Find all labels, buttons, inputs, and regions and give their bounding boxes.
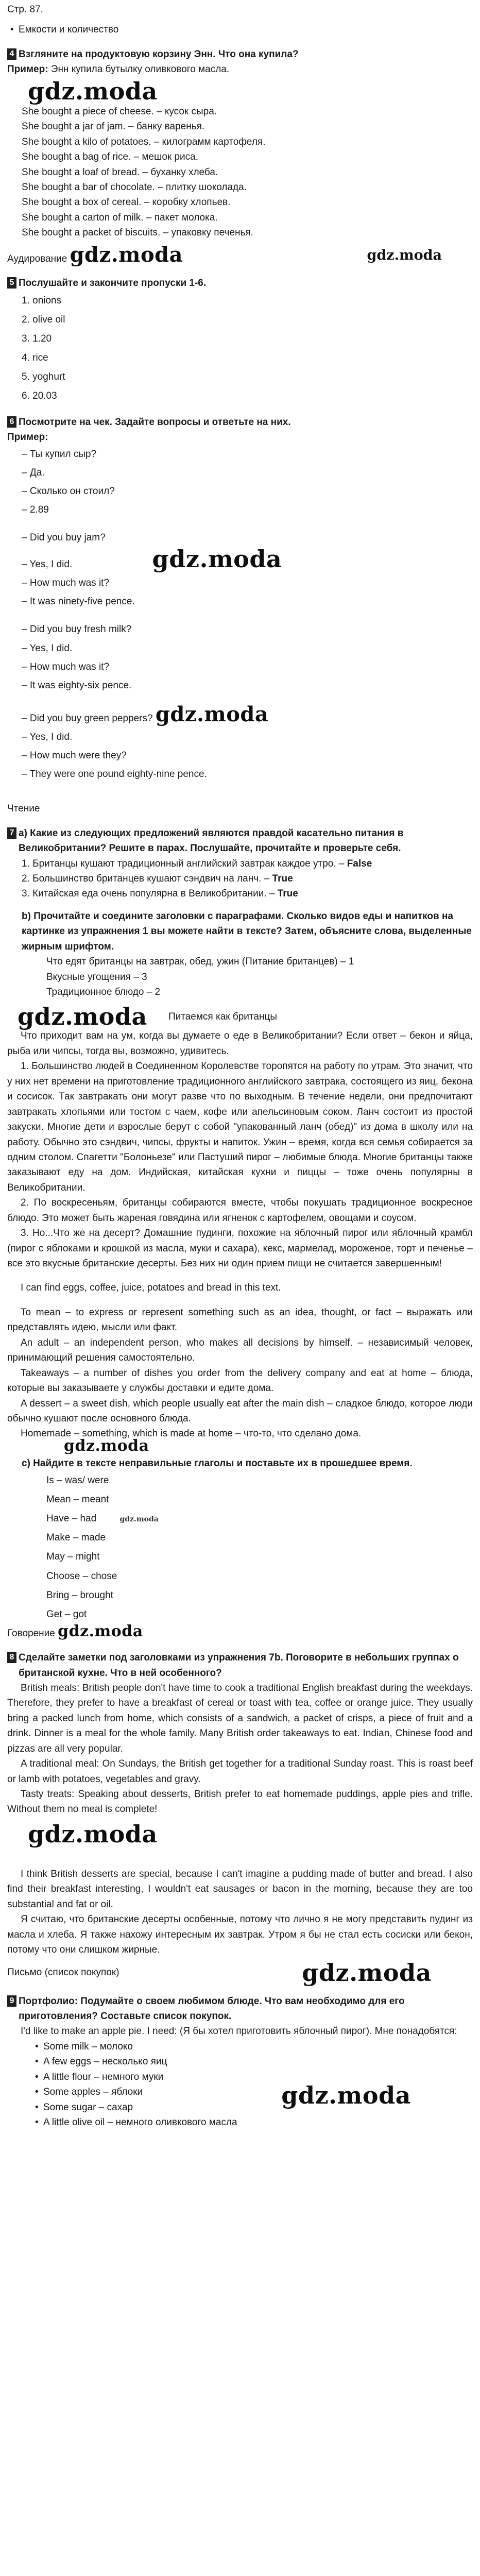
- list-item: • Some sugar – сахар: [32, 2100, 473, 2115]
- example-label: Пример:: [7, 64, 48, 75]
- watermark: gdz.moda: [58, 1622, 143, 1640]
- dialog-line: – Ты купил сыр?: [22, 448, 97, 460]
- verb-line: May – might: [46, 1551, 100, 1563]
- answer-line: Вкусные угощения – 3: [46, 971, 147, 982]
- exercise-title: Послушайте и закончите пропуски 1-6.: [19, 278, 207, 289]
- subhead-reading: Чтение: [7, 803, 40, 815]
- paragraph: British meals: British people don't have time to cook a traditional English breakfast during the weekdays. Therefore, they prefer to have a breakfast of cereal or toast with tea, coffee or orange juice. They usually bring a packed lunch from home, which consists of a sandwich, a packet of crisps, a piece of fruit and a drink. Dinner is a meal for the whole family. Many British order takeaways to eat. Indian, Chinese food and pizzas are all very popular.: [7, 1682, 473, 1754]
- list-item: • Some apples – яблоки: [32, 2084, 473, 2099]
- paragraph: 1. Большинство людей в Соединенном Королевстве торопятся на работу по утрам. Это значит, что у них нет времени на приготовление традиционного английского завтрака, состоящего из яиц, бекона и сосисок. Так завтракать они могут разве что по выходным. В течение недели, они предпочитают завтракать хлопьями или тостом с чаем, кофе или апельсиновым соком. Ланч состоит из простой закуски. Многие дети и взрослые берут с собой "упакованный ланч (обед)" из дома в школу или на работу. Обычно это сэндвич, чипсы, фрукты и напиток. Ужин – время, когда вся семья собирается за одним столом. Спагетти "Болоньезе" или Пастуший пирог – любимые блюда. Многие британцы также заказывают еду на дом. Индийская, китайская кухни и пиццы – тоже очень популярны в Великобритании.: [7, 1061, 473, 1193]
- page: [0, 2, 480, 2576]
- text-title: Питаемся как британцы: [168, 1011, 277, 1022]
- reading-text: [7, 1028, 473, 1271]
- answer-line: She bought a packet of biscuits. – упаковку печенья.: [22, 227, 253, 239]
- watermark: gdz.moda: [155, 702, 269, 726]
- example-label: Пример:: [7, 432, 48, 443]
- watermark: gdz.moda: [70, 242, 183, 267]
- exercise-7: [7, 826, 473, 856]
- exercise-number: 5: [7, 277, 16, 289]
- answer-line: She bought a jar of jam. – банку варенья.: [22, 121, 205, 132]
- answer-line: 6. 20.03: [22, 390, 57, 401]
- answer-line: Что едят британцы на завтрак, обед, ужин (Питание британцев) – 1: [46, 956, 354, 968]
- paragraph: 3. Но...Что же на десерт? Домашние пудинги, похожие на яблочный пирог или яблочный крамбл (пирог с яблоками и крошкой из масла, муки и сахара), кекс, мармелад, мороженое, торт и печенье – все это вкусные британские десерты. Без них ни один прием пищи не считается завершенным!: [7, 1228, 473, 1269]
- answer-line: 5. yoghurt: [22, 371, 65, 382]
- exercise-title: Сделайте заметки под заголовками из упражнения 7b. Поговорите в небольших группах о британской кухне. Что в ней особенного?: [19, 1652, 459, 1679]
- answer-line: 2. olive oil: [22, 314, 65, 325]
- subhead-speaking: Говорение gdz.moda: [7, 1622, 143, 1640]
- dialog-line: – Did you buy green peppers? gdz.moda: [22, 702, 269, 726]
- part-c-title: с) Найдите в тексте неправильные глаголы и поставьте их в прошедшее время.: [22, 1458, 413, 1469]
- exercise-number: 4: [7, 48, 16, 60]
- verb-line: Mean – meant: [46, 1494, 109, 1505]
- paragraph: I think British desserts are special, because I can't imagine a pudding made of butter and bread. I also find their breakfast interesting, I wouldn't eat sausages or bacon in the morning, because they are too substantial and fat or oil.: [7, 1868, 473, 1910]
- answer-line: 3. 1.20: [22, 333, 52, 344]
- watermark: gdz.moda: [18, 1003, 147, 1031]
- text-title-row: [7, 1003, 473, 1031]
- answer-line: She bought a kilo of potatoes. – килограмм картофеля.: [22, 136, 266, 147]
- example-line: [7, 62, 473, 77]
- watermark: gdz.moda: [281, 2081, 411, 2110]
- paragraph: Tasty treats: Speaking about desserts, British prefer to eat homemade puddings, apple pies and trifle. Without them no meal is complete!: [7, 1789, 473, 1815]
- paragraph: Я считаю, что британские десерты особенные, потому что лично я не могу представить пудинг из масла и хлеба. Я также нахожу интересным их завтрак. Утром я бы не стал есть сосиски или бекон, потому что они слишком жирные.: [7, 1914, 473, 1956]
- exercise-9: [7, 1994, 473, 2024]
- spacer: [7, 1271, 473, 1280]
- spacer: [7, 784, 473, 801]
- dialog-line: – Сколько он стоил?: [22, 485, 115, 497]
- spacer: [7, 519, 473, 529]
- exercise-4: [7, 47, 473, 62]
- watermark: gdz.moda: [64, 1436, 149, 1455]
- vocab-item: To mean – to express or represent something such as an idea, thought, or fact – выражать или представлять идею, мысли или факт.: [7, 1307, 473, 1333]
- watermark: gdz.moda: [119, 1515, 159, 1524]
- watermark: gdz.moda: [28, 1820, 158, 1848]
- vocab-item: Homemade – something, which is made at home – что-то, что сделано дома.: [21, 1428, 362, 1439]
- subhead-writing: Письмо (список покупок): [7, 1967, 119, 1978]
- answer-list: [7, 291, 473, 405]
- true-false-list: [7, 856, 473, 902]
- paragraph: 2. По воскресеньям, британцы собираются вместе, чтобы покушать традиционное воскресное блюдо. Это может быть жареная говядина или ягненок с картофелем, овощами и соусом.: [7, 1197, 473, 1224]
- answer-line: She bought a bag of rice. – мешок риса.: [22, 151, 199, 163]
- paragraph: I'd like to make an apple pie. I need: (Я бы хотел приготовить яблочный пирог). Мне понадобятся:: [21, 2026, 457, 2037]
- exercise-title: Портфолио: Подумайте о своем любимом блюде. Что вам необходимо для его приготовления? Составьте список покупок.: [19, 1995, 405, 2022]
- exercise-number: 9: [7, 1995, 16, 2007]
- dialog-group: [7, 445, 473, 519]
- dialog-group: [7, 620, 473, 694]
- list-item: • A little flour – немного муки: [32, 2070, 473, 2084]
- dialog-line: – How much were they?: [22, 750, 127, 761]
- dialog-line: – Yes, I did. gdz.moda: [22, 545, 282, 573]
- part-b-title: b) Прочитайте и соедините заголовки с параграфами. Сколько видов еды и напитков на картинке из упражнения 1 вы можете найти в тексте? Затем, объясните слова, выделенные жирным шрифтом.: [22, 910, 472, 952]
- subhead-audio: Аудирование gdz.moda: [7, 242, 183, 267]
- part-c: [7, 1456, 473, 1624]
- exercise-8: [7, 1650, 473, 1681]
- dialog-line: – Yes, I did.: [22, 731, 73, 742]
- verb-line: Make – made: [46, 1532, 106, 1544]
- verb-line: Choose – chose: [46, 1570, 117, 1582]
- verb-list: [22, 1471, 473, 1623]
- dialog-group: [7, 529, 473, 611]
- dialog-line: – Да.: [22, 467, 45, 478]
- list-item: • Some milk – молоко: [32, 2039, 473, 2054]
- answer-line: I can find eggs, coffee, juice, potatoes and bread in this text.: [21, 1282, 281, 1294]
- answer-line: 1. onions: [22, 295, 62, 306]
- dialog-line: – Yes, I did.: [22, 642, 73, 654]
- dialog-line: – 2.89: [22, 504, 49, 515]
- verb-line: Get – got: [46, 1608, 87, 1620]
- dialog-line: – It was eighty-six pence.: [22, 680, 132, 691]
- vocab-item: Takeaways – a number of dishes you order from the delivery company and eat at home – блюда, которые вы заказываете у службы доставки и едите дома.: [7, 1367, 473, 1394]
- exercise-number: 6: [7, 416, 16, 428]
- watermark: gdz.moda: [152, 545, 282, 573]
- dialog-line: – They were one pound eighty-nine pence.: [22, 769, 207, 780]
- shopping-list: [7, 2039, 473, 2130]
- example-text: Энн купила бутылку оливкового масла.: [50, 64, 230, 75]
- watermark: gdz.moda: [302, 1958, 432, 1987]
- watermark: gdz.moda: [367, 247, 442, 263]
- exercise-title: Посмотрите на чек. Задайте вопросы и ответьте на них.: [19, 416, 291, 428]
- dialog-line: – It was ninety-five pence.: [22, 596, 135, 607]
- exercise-title: а) Какие из следующих предложений являются правдой касательно питания в Великобритании? Решите в парах. Послушайте, прочитайте и проверьте себя.: [19, 827, 404, 854]
- part-b: [7, 909, 473, 1000]
- paragraph: A traditional meal: On Sundays, the British get together for a traditional Sunday roast. This is roast beef or lamb with potatoes, vegetables and gravy.: [7, 1758, 473, 1785]
- subhead-row: [7, 242, 473, 267]
- answer-line: She bought a carton of milk. – пакет молока.: [22, 212, 218, 223]
- verb-line: Is – was/ were: [46, 1475, 109, 1486]
- dialog-line: – Did you buy jam?: [22, 532, 106, 544]
- watermark: gdz.moda: [28, 77, 158, 105]
- list-item: • A few eggs – несколько яиц: [32, 2054, 473, 2069]
- exercise-5: [7, 276, 473, 291]
- exercise-6: [7, 415, 473, 430]
- topic-heading: • Емкости и количество: [7, 22, 473, 37]
- spacer: [7, 611, 473, 620]
- notes-text: [7, 1681, 473, 1817]
- subhead-row: [7, 1958, 473, 1987]
- answer-line: 4. rice: [22, 352, 48, 363]
- opinion-text: [7, 1867, 473, 1958]
- list-item: • A little olive oil – немного оливкового масла: [32, 2115, 473, 2130]
- answer-line: 1. Британцы кушают традиционный английский завтрак каждое утро. – False: [22, 858, 372, 869]
- answer-line: She bought a piece of cheese. – кусок сыра.: [22, 106, 217, 117]
- dialog-group: [7, 704, 473, 784]
- answer-line: 2. Большинство британцев кушают сэндвич на ланч. – True: [22, 873, 293, 884]
- answer-list: [7, 104, 473, 241]
- dialog-line: – How much was it?: [22, 578, 110, 589]
- answer-line: She bought a bar of chocolate. – плитку шоколада.: [22, 181, 247, 193]
- vocab-list: [7, 1305, 473, 1442]
- exercise-number: 8: [7, 1652, 16, 1663]
- paragraph: Что приходит вам на ум, когда вы думаете о еде в Великобритании? Если ответ – бекон и яйца, рыба или чипсы, тогда вы, возможно, удивитесь.: [7, 1030, 473, 1057]
- part-b-answers: [22, 954, 473, 999]
- exercise-number: 7: [7, 827, 16, 839]
- vocab-item: A dessert – a sweet dish, which people usually eat after the main dish – сладкое блюдо, которое люди обычно кушают после основного блюда.: [7, 1398, 473, 1424]
- verb-line: Bring – brought: [46, 1589, 113, 1601]
- page-label: Стр. 87.: [7, 4, 43, 15]
- dialog-line: – How much was it?: [22, 661, 110, 672]
- vocab-item: An adult – an independent person, who makes all decisions by himself. – независимый человек, принимающий решения самостоятельно.: [7, 1337, 473, 1364]
- answer-line: Традиционное блюдо – 2: [46, 987, 161, 998]
- verb-line: Have – had gdz.moda: [46, 1513, 159, 1524]
- answer-line: She bought a loaf of bread. – буханку хлеба.: [22, 166, 218, 178]
- answer-line: 3. Китайская еда очень популярна в Великобритании. – True: [22, 888, 298, 900]
- exercise-title: Взгляните на продуктовую корзину Энн. Что она купила?: [19, 48, 299, 60]
- dialog-line: – Did you buy fresh milk?: [22, 624, 132, 635]
- answer-line: She bought a box of cereal. – коробку хлопьев.: [22, 197, 231, 208]
- spacer: [7, 1296, 473, 1305]
